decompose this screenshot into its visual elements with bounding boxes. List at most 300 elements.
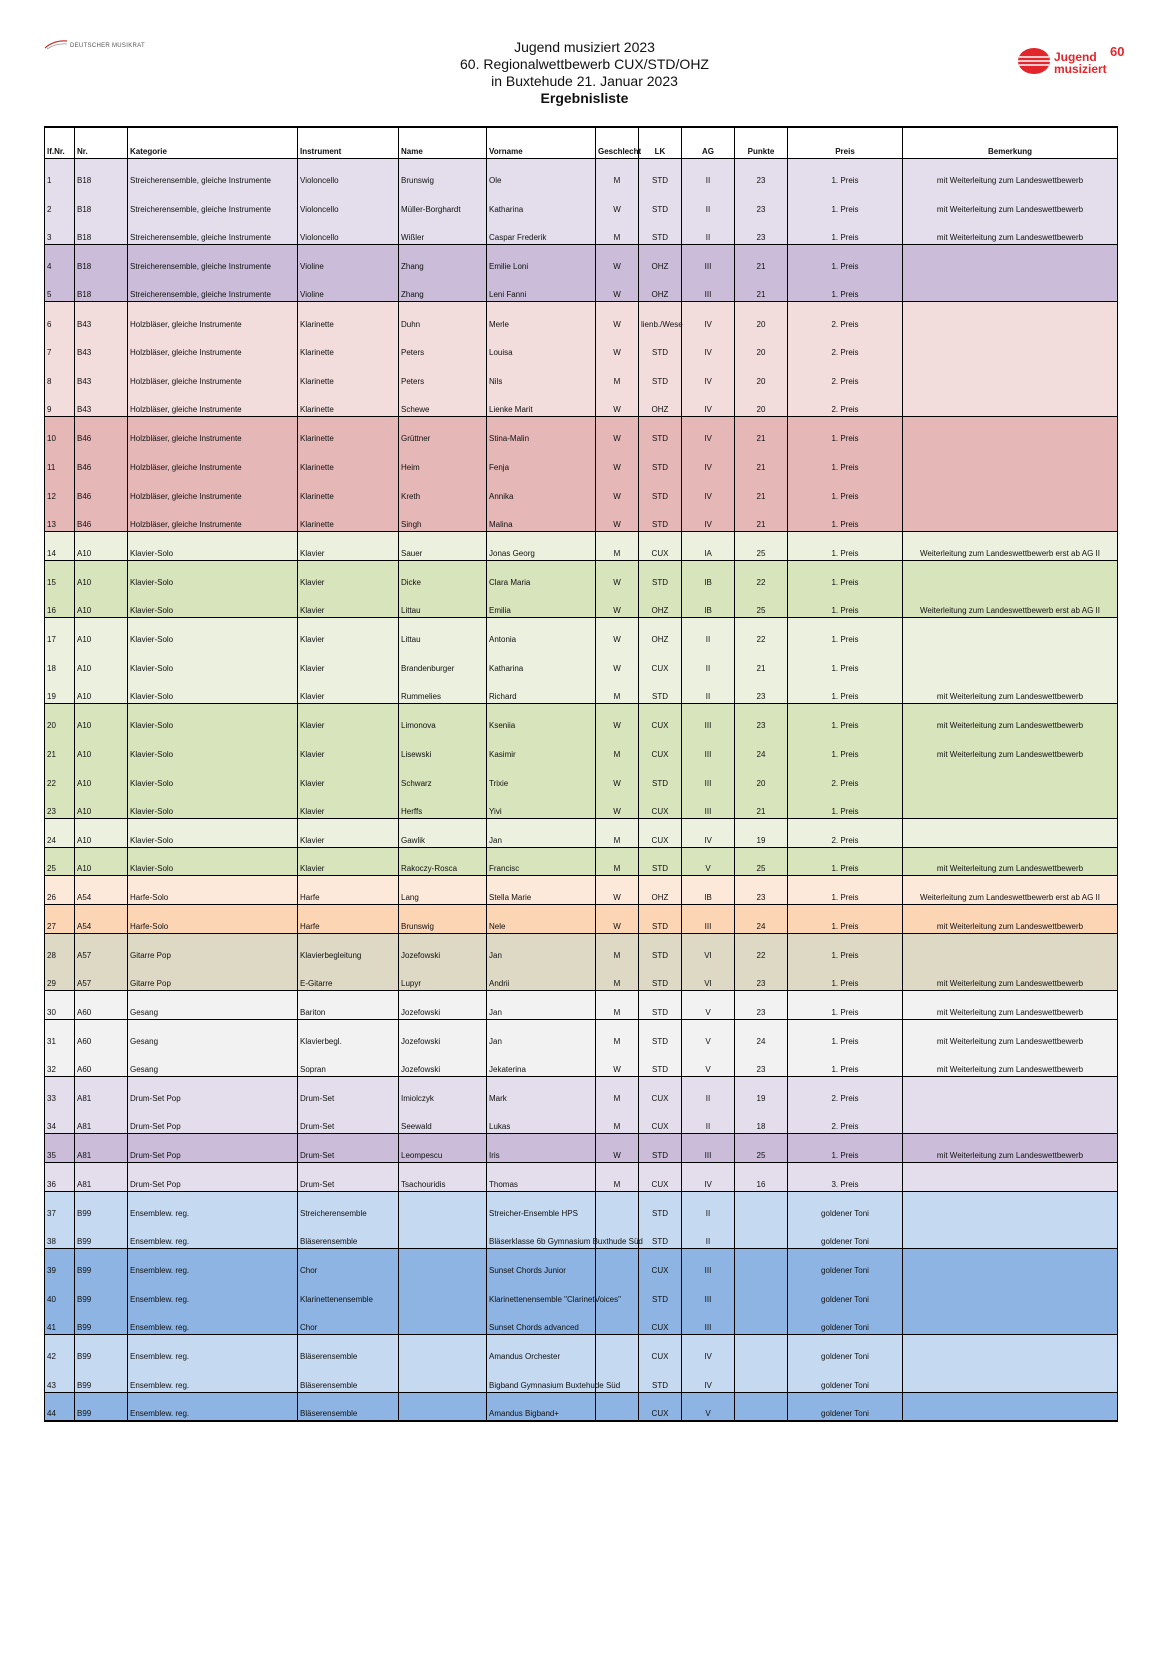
cell-preis: goldener Toni xyxy=(788,1392,903,1421)
cell-kategorie: Drum-Set Pop xyxy=(128,1163,298,1192)
logo-60-badge: 60 xyxy=(1110,44,1125,59)
cell-nr: B43 xyxy=(75,331,128,360)
cell-bemerkung: mit Weiterleitung zum Landeswettbewerb xyxy=(903,847,1118,876)
cell-instrument: Klarinette xyxy=(298,302,399,331)
cell-kategorie: Holzbläser, gleiche Instrumente xyxy=(128,417,298,446)
cell-kategorie: Klavier-Solo xyxy=(128,761,298,790)
cell-ag: II xyxy=(682,618,735,647)
cell-bemerkung: mit Weiterleitung zum Landeswettbewerb xyxy=(903,732,1118,761)
cell-kategorie: Harfe-Solo xyxy=(128,904,298,933)
cell-name: Lupyr xyxy=(399,962,487,991)
cell-lfnr: 4 xyxy=(45,245,75,274)
cell-lk: lienb./Wese xyxy=(639,302,682,331)
cell-instrument: Violoncello xyxy=(298,159,399,188)
cell-bemerkung xyxy=(903,331,1118,360)
cell-instrument: Bariton xyxy=(298,990,399,1019)
cell-ag: IV xyxy=(682,818,735,847)
cell-geschlecht xyxy=(596,1306,639,1335)
cell-geschlecht: W xyxy=(596,904,639,933)
cell-kategorie: Harfe-Solo xyxy=(128,876,298,905)
cell-name: Brunswig xyxy=(399,159,487,188)
cell-name: Peters xyxy=(399,331,487,360)
cell-geschlecht xyxy=(596,1392,639,1421)
cell-bemerkung: mit Weiterleitung zum Landeswettbewerb xyxy=(903,159,1118,188)
cell-preis: 1. Preis xyxy=(788,560,903,589)
cell-preis: goldener Toni xyxy=(788,1363,903,1392)
cell-instrument: Klavier xyxy=(298,847,399,876)
table-header-row xyxy=(45,127,1118,159)
cell-instrument: Klavierbegl. xyxy=(298,1019,399,1048)
cell-preis: 2. Preis xyxy=(788,302,903,331)
col-header-bemerkung: Bemerkung xyxy=(903,127,1118,159)
cell-nr: B99 xyxy=(75,1191,128,1220)
cell-lk: CUX xyxy=(639,1335,682,1364)
cell-instrument: Harfe xyxy=(298,876,399,905)
cell-nr: A54 xyxy=(75,876,128,905)
cell-ag: II xyxy=(682,675,735,704)
cell-kategorie: Klavier-Solo xyxy=(128,589,298,618)
cell-lfnr: 18 xyxy=(45,646,75,675)
table-row xyxy=(45,273,1118,302)
cell-lfnr: 8 xyxy=(45,359,75,388)
cell-bemerkung xyxy=(903,1220,1118,1249)
cell-kategorie: Holzbläser, gleiche Instrumente xyxy=(128,359,298,388)
logo-word-jugend: Jugend xyxy=(1054,50,1097,64)
cell-nr: A10 xyxy=(75,589,128,618)
cell-geschlecht: W xyxy=(596,245,639,274)
cell-lfnr: 7 xyxy=(45,331,75,360)
cell-lk: OHZ xyxy=(639,876,682,905)
cell-lk: STD xyxy=(639,1191,682,1220)
cell-ag: IV xyxy=(682,503,735,532)
cell-preis: 1. Preis xyxy=(788,273,903,302)
cell-lk: OHZ xyxy=(639,388,682,417)
cell-instrument: Klavier xyxy=(298,818,399,847)
cell-ag: II xyxy=(682,1191,735,1220)
cell-kategorie: Klavier-Solo xyxy=(128,704,298,733)
col-header-instrument: Instrument xyxy=(298,127,399,159)
cell-ag: V xyxy=(682,1392,735,1421)
cell-vorname: Lukas xyxy=(487,1105,596,1134)
cell-instrument: E-Gitarre xyxy=(298,962,399,991)
cell-name: Peters xyxy=(399,359,487,388)
cell-bemerkung xyxy=(903,1249,1118,1278)
cell-punkte: 21 xyxy=(735,503,788,532)
cell-vorname: Bläserklasse 6b Gymnasium Buxthude Süd xyxy=(487,1220,596,1249)
cell-instrument: Drum-Set xyxy=(298,1134,399,1163)
cell-lfnr: 40 xyxy=(45,1277,75,1306)
cell-geschlecht: W xyxy=(596,761,639,790)
cell-vorname: Emilie Loni xyxy=(487,245,596,274)
cell-lfnr: 9 xyxy=(45,388,75,417)
cell-ag: II xyxy=(682,1105,735,1134)
cell-vorname: Merle xyxy=(487,302,596,331)
cell-instrument: Violoncello xyxy=(298,187,399,216)
cell-punkte: 22 xyxy=(735,933,788,962)
cell-punkte xyxy=(735,1335,788,1364)
cell-kategorie: Drum-Set Pop xyxy=(128,1077,298,1106)
cell-punkte: 23 xyxy=(735,876,788,905)
cell-lk: STD xyxy=(639,933,682,962)
cell-geschlecht: M xyxy=(596,990,639,1019)
header-line-2: 60. Regionalwettbewerb CUX/STD/OHZ xyxy=(460,56,709,72)
cell-kategorie: Klavier-Solo xyxy=(128,675,298,704)
cell-vorname: Stella Marie xyxy=(487,876,596,905)
cell-name: Schwarz xyxy=(399,761,487,790)
cell-vorname: Nele xyxy=(487,904,596,933)
table-row xyxy=(45,560,1118,589)
cell-name: Gawlik xyxy=(399,818,487,847)
cell-lk: CUX xyxy=(639,1249,682,1278)
cell-preis: 2. Preis xyxy=(788,331,903,360)
cell-instrument: Sopran xyxy=(298,1048,399,1077)
cell-punkte xyxy=(735,1277,788,1306)
cell-instrument: Drum-Set xyxy=(298,1163,399,1192)
cell-name xyxy=(399,1277,487,1306)
cell-name: Jozefowski xyxy=(399,1019,487,1048)
cell-punkte: 22 xyxy=(735,618,788,647)
cell-vorname: Caspar Frederik xyxy=(487,216,596,245)
header-line-3: in Buxtehude 21. Januar 2023 xyxy=(491,73,678,89)
cell-instrument: Klarinette xyxy=(298,417,399,446)
cell-vorname: Antonia xyxy=(487,618,596,647)
table-row xyxy=(45,646,1118,675)
cell-lfnr: 37 xyxy=(45,1191,75,1220)
cell-vorname: Malina xyxy=(487,503,596,532)
cell-ag: V xyxy=(682,1048,735,1077)
cell-lk: STD xyxy=(639,216,682,245)
cell-ag: III xyxy=(682,732,735,761)
table-row xyxy=(45,216,1118,245)
cell-bemerkung xyxy=(903,818,1118,847)
cell-bemerkung xyxy=(903,1306,1118,1335)
cell-name: Jozefowski xyxy=(399,933,487,962)
cell-nr: A81 xyxy=(75,1105,128,1134)
table-row xyxy=(45,790,1118,819)
table-row xyxy=(45,159,1118,188)
table-row xyxy=(45,761,1118,790)
cell-kategorie: Klavier-Solo xyxy=(128,790,298,819)
cell-lfnr: 41 xyxy=(45,1306,75,1335)
cell-nr: B46 xyxy=(75,417,128,446)
table-row xyxy=(45,388,1118,417)
cell-instrument: Bläserensemble xyxy=(298,1363,399,1392)
cell-lfnr: 43 xyxy=(45,1363,75,1392)
cell-nr: A57 xyxy=(75,962,128,991)
cell-punkte xyxy=(735,1191,788,1220)
cell-geschlecht: M xyxy=(596,933,639,962)
cell-lk: STD xyxy=(639,1277,682,1306)
cell-name: Wißler xyxy=(399,216,487,245)
cell-nr: B18 xyxy=(75,216,128,245)
cell-bemerkung xyxy=(903,273,1118,302)
cell-ag: IV xyxy=(682,445,735,474)
cell-lk: STD xyxy=(639,331,682,360)
table-row xyxy=(45,1249,1118,1278)
col-header-vorname: Vorname xyxy=(487,127,596,159)
cell-lfnr: 17 xyxy=(45,618,75,647)
cell-preis: 1. Preis xyxy=(788,216,903,245)
cell-name: Sauer xyxy=(399,531,487,560)
cell-bemerkung: mit Weiterleitung zum Landeswettbewerb xyxy=(903,990,1118,1019)
cell-name: Kreth xyxy=(399,474,487,503)
cell-bemerkung xyxy=(903,474,1118,503)
cell-name: Heim xyxy=(399,445,487,474)
cell-punkte: 24 xyxy=(735,732,788,761)
cell-nr: B99 xyxy=(75,1277,128,1306)
cell-kategorie: Drum-Set Pop xyxy=(128,1134,298,1163)
cell-geschlecht: W xyxy=(596,790,639,819)
cell-kategorie: Ensemblew. reg. xyxy=(128,1249,298,1278)
cell-punkte: 23 xyxy=(735,962,788,991)
cell-name: Zhang xyxy=(399,273,487,302)
cell-nr: A57 xyxy=(75,933,128,962)
table-row xyxy=(45,445,1118,474)
cell-instrument: Klavierbegleitung xyxy=(298,933,399,962)
cell-ag: II xyxy=(682,1220,735,1249)
cell-lk: STD xyxy=(639,417,682,446)
cell-name: Singh xyxy=(399,503,487,532)
cell-lfnr: 24 xyxy=(45,818,75,847)
table-row xyxy=(45,589,1118,618)
cell-punkte: 24 xyxy=(735,904,788,933)
cell-vorname: Katharina xyxy=(487,646,596,675)
cell-ag: IV xyxy=(682,1335,735,1364)
cell-geschlecht: M xyxy=(596,216,639,245)
cell-kategorie: Klavier-Solo xyxy=(128,646,298,675)
table-row xyxy=(45,531,1118,560)
cell-kategorie: Ensemblew. reg. xyxy=(128,1335,298,1364)
col-header-geschlecht: Geschlecht xyxy=(596,127,639,159)
cell-nr: B99 xyxy=(75,1306,128,1335)
table-row xyxy=(45,933,1118,962)
cell-preis: goldener Toni xyxy=(788,1277,903,1306)
cell-ag: IV xyxy=(682,331,735,360)
cell-punkte: 23 xyxy=(735,675,788,704)
cell-bemerkung xyxy=(903,1191,1118,1220)
cell-lfnr: 11 xyxy=(45,445,75,474)
cell-bemerkung xyxy=(903,618,1118,647)
cell-lfnr: 38 xyxy=(45,1220,75,1249)
cell-lk: CUX xyxy=(639,732,682,761)
cell-nr: A10 xyxy=(75,704,128,733)
cell-ag: IB xyxy=(682,589,735,618)
cell-vorname: Amandus Orchester xyxy=(487,1335,596,1364)
cell-name: Müller-Borghardt xyxy=(399,187,487,216)
cell-bemerkung: Weiterleitung zum Landeswettbewerb erst ab AG II xyxy=(903,876,1118,905)
cell-nr: A10 xyxy=(75,761,128,790)
cell-nr: B18 xyxy=(75,159,128,188)
cell-geschlecht: M xyxy=(596,1163,639,1192)
jugend-musiziert-emblem-icon xyxy=(1016,46,1052,76)
cell-geschlecht: M xyxy=(596,159,639,188)
cell-name: Limonova xyxy=(399,704,487,733)
cell-lk: CUX xyxy=(639,704,682,733)
cell-preis: goldener Toni xyxy=(788,1306,903,1335)
table-row xyxy=(45,474,1118,503)
cell-lk: CUX xyxy=(639,1306,682,1335)
cell-preis: goldener Toni xyxy=(788,1249,903,1278)
table-row xyxy=(45,1306,1118,1335)
cell-punkte: 16 xyxy=(735,1163,788,1192)
cell-ag: V xyxy=(682,1019,735,1048)
cell-geschlecht xyxy=(596,1335,639,1364)
cell-geschlecht: M xyxy=(596,359,639,388)
cell-geschlecht: M xyxy=(596,1019,639,1048)
cell-lfnr: 30 xyxy=(45,990,75,1019)
cell-bemerkung xyxy=(903,646,1118,675)
cell-lk: STD xyxy=(639,560,682,589)
cell-vorname: Jan xyxy=(487,933,596,962)
cell-lk: STD xyxy=(639,503,682,532)
cell-lk: OHZ xyxy=(639,618,682,647)
cell-punkte: 21 xyxy=(735,245,788,274)
col-header-ag: AG xyxy=(682,127,735,159)
cell-lfnr: 1 xyxy=(45,159,75,188)
cell-nr: A10 xyxy=(75,618,128,647)
cell-ag: III xyxy=(682,273,735,302)
cell-punkte: 23 xyxy=(735,1048,788,1077)
cell-geschlecht: M xyxy=(596,732,639,761)
cell-preis: 1. Preis xyxy=(788,904,903,933)
cell-lk: STD xyxy=(639,1220,682,1249)
cell-kategorie: Ensemblew. reg. xyxy=(128,1277,298,1306)
cell-instrument: Streicherensemble xyxy=(298,1191,399,1220)
cell-lk: CUX xyxy=(639,1392,682,1421)
col-header-lk: LK xyxy=(639,127,682,159)
cell-punkte: 21 xyxy=(735,474,788,503)
cell-lfnr: 35 xyxy=(45,1134,75,1163)
cell-lfnr: 42 xyxy=(45,1335,75,1364)
cell-lk: CUX xyxy=(639,1077,682,1106)
cell-name: Schewe xyxy=(399,388,487,417)
cell-vorname: Andrii xyxy=(487,962,596,991)
cell-punkte: 25 xyxy=(735,589,788,618)
cell-vorname: Jekaterina xyxy=(487,1048,596,1077)
musikrat-logo-text: DEUTSCHER MUSIKRAT xyxy=(70,43,145,49)
cell-instrument: Klavier xyxy=(298,560,399,589)
cell-geschlecht: M xyxy=(596,847,639,876)
cell-lk: STD xyxy=(639,847,682,876)
cell-bemerkung xyxy=(903,445,1118,474)
cell-kategorie: Gesang xyxy=(128,1048,298,1077)
cell-preis: 1. Preis xyxy=(788,445,903,474)
cell-bemerkung: mit Weiterleitung zum Landeswettbewerb xyxy=(903,904,1118,933)
cell-vorname: Bigband Gymnasium Buxtehude Süd xyxy=(487,1363,596,1392)
cell-name: Herffs xyxy=(399,790,487,819)
cell-ag: IB xyxy=(682,560,735,589)
cell-vorname: Sunset Chords Junior xyxy=(487,1249,596,1278)
cell-lfnr: 10 xyxy=(45,417,75,446)
table-row xyxy=(45,1363,1118,1392)
cell-bemerkung: mit Weiterleitung zum Landeswettbewerb xyxy=(903,962,1118,991)
cell-preis: 1. Preis xyxy=(788,790,903,819)
cell-kategorie: Gitarre Pop xyxy=(128,962,298,991)
cell-vorname: Thomas xyxy=(487,1163,596,1192)
cell-vorname: Klarinettenensemble "ClarinetVoices" xyxy=(487,1277,596,1306)
cell-bemerkung: Weiterleitung zum Landeswettbewerb erst ab AG II xyxy=(903,589,1118,618)
cell-bemerkung: mit Weiterleitung zum Landeswettbewerb xyxy=(903,1048,1118,1077)
cell-nr: B99 xyxy=(75,1249,128,1278)
cell-bemerkung xyxy=(903,302,1118,331)
cell-punkte: 23 xyxy=(735,216,788,245)
cell-ag: II xyxy=(682,216,735,245)
cell-name: Seewald xyxy=(399,1105,487,1134)
cell-geschlecht: W xyxy=(596,1048,639,1077)
cell-lfnr: 27 xyxy=(45,904,75,933)
cell-lk: STD xyxy=(639,474,682,503)
cell-ag: III xyxy=(682,704,735,733)
cell-ag: II xyxy=(682,1077,735,1106)
cell-lfnr: 3 xyxy=(45,216,75,245)
cell-name: Lang xyxy=(399,876,487,905)
cell-instrument: Klarinette xyxy=(298,359,399,388)
table-row xyxy=(45,1134,1118,1163)
cell-instrument: Klarinette xyxy=(298,331,399,360)
cell-preis: 1. Preis xyxy=(788,531,903,560)
cell-kategorie: Streicherensemble, gleiche Instrumente xyxy=(128,245,298,274)
cell-preis: 1. Preis xyxy=(788,1019,903,1048)
cell-preis: 1. Preis xyxy=(788,646,903,675)
col-header-kategorie: Kategorie xyxy=(128,127,298,159)
cell-ag: II xyxy=(682,646,735,675)
cell-lfnr: 44 xyxy=(45,1392,75,1421)
cell-bemerkung xyxy=(903,761,1118,790)
cell-preis: 1. Preis xyxy=(788,847,903,876)
cell-nr: A60 xyxy=(75,1019,128,1048)
cell-bemerkung xyxy=(903,560,1118,589)
cell-preis: 1. Preis xyxy=(788,732,903,761)
cell-preis: 1. Preis xyxy=(788,1048,903,1077)
cell-preis: 1. Preis xyxy=(788,474,903,503)
cell-vorname: Sunset Chords advanced xyxy=(487,1306,596,1335)
cell-bemerkung: mit Weiterleitung zum Landeswettbewerb xyxy=(903,1019,1118,1048)
cell-instrument: Klavier xyxy=(298,732,399,761)
cell-nr: A60 xyxy=(75,990,128,1019)
cell-vorname: Jan xyxy=(487,1019,596,1048)
cell-lfnr: 32 xyxy=(45,1048,75,1077)
cell-preis: 2. Preis xyxy=(788,1105,903,1134)
table-row xyxy=(45,704,1118,733)
cell-nr: B99 xyxy=(75,1392,128,1421)
cell-name xyxy=(399,1392,487,1421)
cell-vorname: Richard xyxy=(487,675,596,704)
cell-lk: STD xyxy=(639,1363,682,1392)
cell-vorname: Leni Fanni xyxy=(487,273,596,302)
cell-instrument: Violine xyxy=(298,273,399,302)
cell-ag: IV xyxy=(682,302,735,331)
cell-name: Rakoczy-Rosca xyxy=(399,847,487,876)
cell-preis: 1. Preis xyxy=(788,618,903,647)
cell-lk: STD xyxy=(639,445,682,474)
cell-kategorie: Gitarre Pop xyxy=(128,933,298,962)
table-row xyxy=(45,1277,1118,1306)
cell-bemerkung: Weiterleitung zum Landeswettbewerb erst ab AG II xyxy=(903,531,1118,560)
cell-bemerkung: mit Weiterleitung zum Landeswettbewerb xyxy=(903,1134,1118,1163)
cell-ag: II xyxy=(682,159,735,188)
cell-kategorie: Streicherensemble, gleiche Instrumente xyxy=(128,216,298,245)
cell-ag: III xyxy=(682,1134,735,1163)
results-table xyxy=(44,126,1118,1422)
cell-punkte xyxy=(735,1306,788,1335)
col-header-name: Name xyxy=(399,127,487,159)
col-header-punkte: Punkte xyxy=(735,127,788,159)
cell-ag: IV xyxy=(682,359,735,388)
cell-geschlecht: W xyxy=(596,1134,639,1163)
cell-name xyxy=(399,1220,487,1249)
cell-kategorie: Holzbläser, gleiche Instrumente xyxy=(128,302,298,331)
cell-geschlecht: W xyxy=(596,589,639,618)
